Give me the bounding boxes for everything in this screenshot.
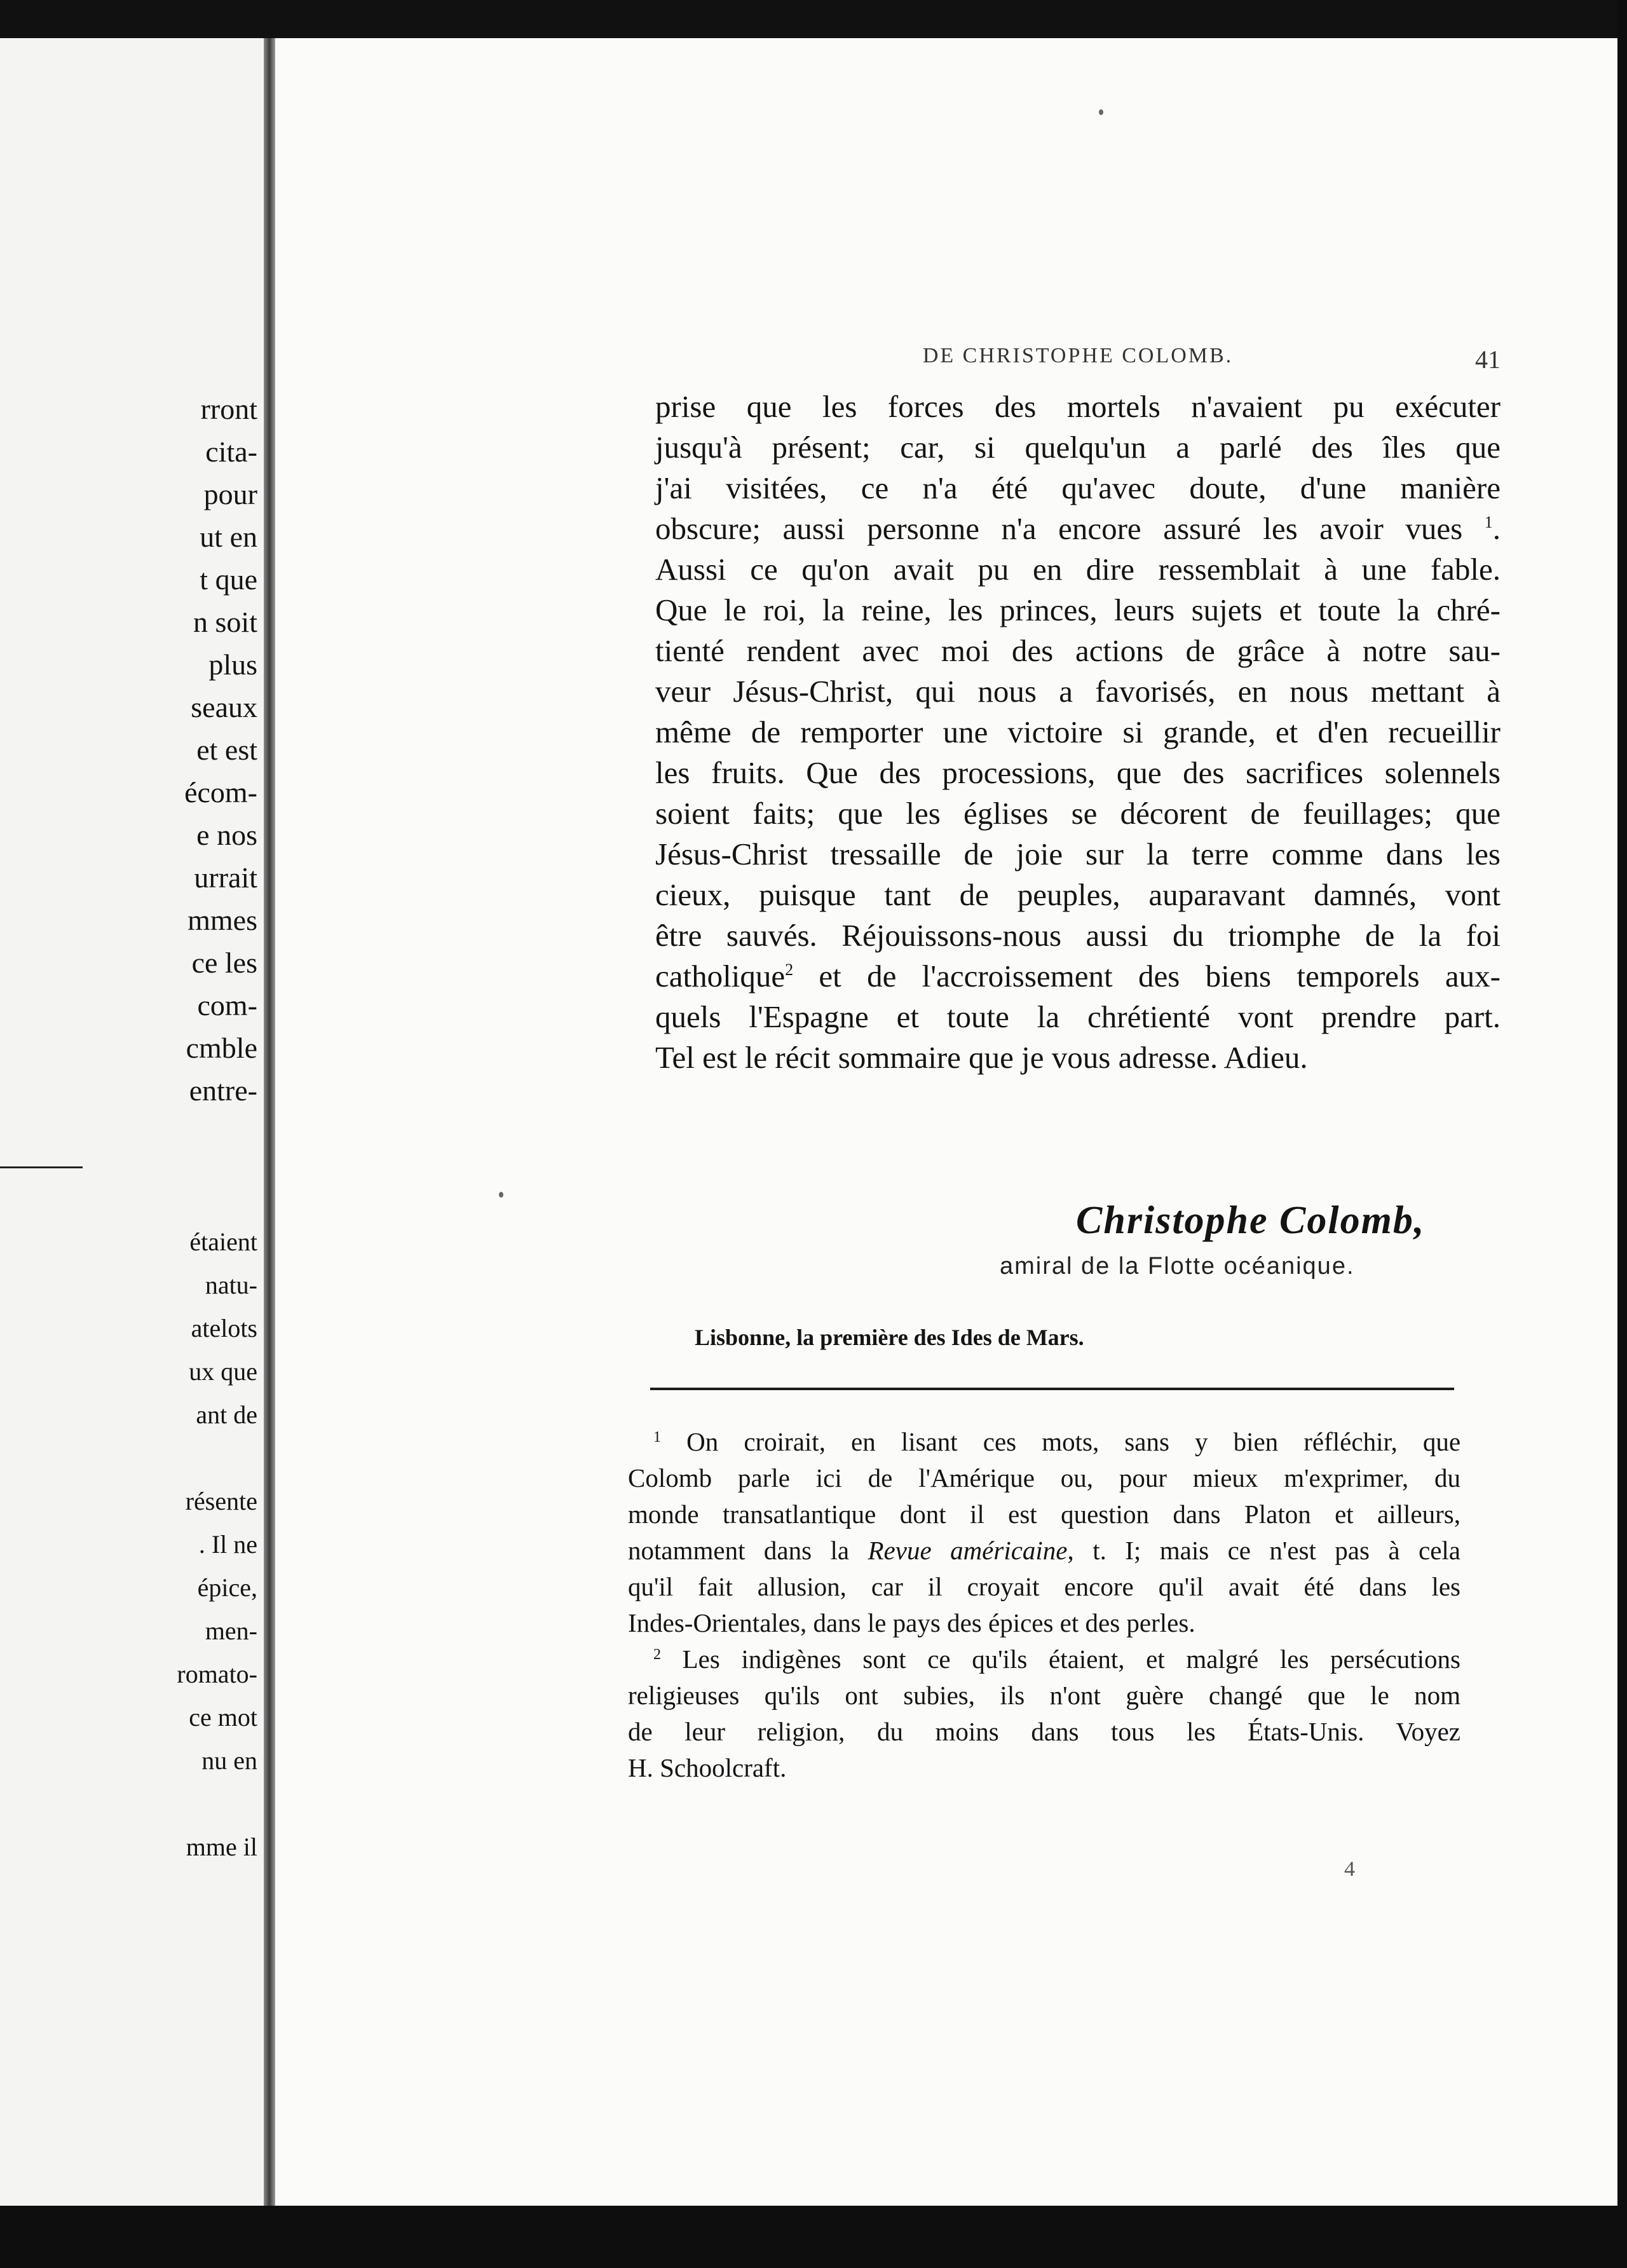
prev-line: cmble xyxy=(186,1032,257,1064)
place-date-line: Lisbonne, la première des Ides de Mars. xyxy=(695,1325,1084,1350)
footnote-line xyxy=(628,1533,1460,1569)
text-fragment: notamment dans la xyxy=(628,1536,868,1565)
prev-line: cita- xyxy=(205,435,257,468)
footnote-line: H. Schoolcraft. xyxy=(628,1753,787,1782)
text-line: tienté rendent avec moi des actions de grâce à notre sau- xyxy=(655,633,1501,668)
prev-note-line xyxy=(0,1782,257,1826)
previous-page-text xyxy=(0,388,257,1112)
text-line: cieux, puisque tant de peuples, auparavant damnés, vont xyxy=(655,877,1501,912)
prev-note-line: men- xyxy=(205,1616,257,1645)
footnote-number-2: 2 xyxy=(653,1646,661,1663)
text-line: quels l'Espagne et toute la chrétienté vont prendre part. xyxy=(655,999,1501,1034)
prev-note-line: ux que xyxy=(189,1357,257,1386)
prev-line: entre- xyxy=(189,1074,257,1107)
prev-note-line: natu- xyxy=(205,1271,257,1299)
previous-page-footnotes xyxy=(0,1220,257,1869)
signature-name: Christophe Colomb, xyxy=(1076,1199,1426,1242)
text-line: les fruits. Que des processions, que des sacrifices solennels xyxy=(655,755,1501,790)
footnote-line: religieuses qu'ils ont subies, ils n'ont guère changé que le nom xyxy=(628,1681,1460,1710)
prev-line: ce les xyxy=(191,946,257,979)
scan-border-bottom xyxy=(0,2206,1627,2268)
text-fragment: et de l'accroissement des biens temporels aux- xyxy=(793,959,1501,994)
signature-mark: 4 xyxy=(1344,1857,1355,1881)
signature-block xyxy=(962,1195,1426,1284)
text-line: prise que les forces des mortels n'avaient pu exécuter xyxy=(655,389,1501,424)
text-line: même de remporter une victoire si grande, et d'en recueillir xyxy=(655,714,1501,749)
footnote-number-1: 1 xyxy=(653,1429,661,1445)
footnote-line: Indes-Orientales, dans le pays des épices et des perles. xyxy=(628,1608,1195,1637)
prev-note-line: épice, xyxy=(197,1573,257,1602)
prev-note-line: résente xyxy=(185,1487,257,1515)
prev-line: urrait xyxy=(194,861,257,894)
running-head-title: DE CHRISTOPHE COLOMB. xyxy=(922,344,1234,367)
book-gutter xyxy=(264,38,275,2206)
prev-note-line: romato- xyxy=(177,1660,257,1688)
signature-title: amiral de la Flotte océanique. xyxy=(1000,1253,1355,1280)
prev-note-line: ant de xyxy=(196,1400,257,1429)
footnote-line: qu'il fait allusion, car il croyait encore qu'il avait été dans les xyxy=(628,1572,1460,1601)
prev-line: mmes xyxy=(187,904,257,936)
text-line: Que le roi, la reine, les princes, leurs sujets et toute la chré- xyxy=(655,592,1501,627)
footnote-rule xyxy=(650,1388,1454,1390)
text-line: jusqu'à présent; car, si quelqu'un a parlé des îles que xyxy=(655,430,1501,465)
ink-speck xyxy=(1099,109,1103,115)
prev-note-line: mme il xyxy=(186,1833,257,1861)
footnotes xyxy=(628,1424,1460,1786)
journal-title: Revue américaine xyxy=(868,1536,1068,1565)
prev-note-line: . Il ne xyxy=(198,1530,257,1559)
text-fragment: On croirait, en lisant ces mots, sans y bien réfléchir, que xyxy=(686,1427,1461,1456)
prev-line: n soit xyxy=(193,606,257,638)
footnote-line: monde transatlantique dont il est question dans Platon et ailleurs, xyxy=(628,1499,1460,1529)
text-line: Tel est le récit sommaire que je vous adresse. Adieu. xyxy=(655,1040,1308,1075)
prev-line: écom- xyxy=(184,776,257,809)
body-text xyxy=(655,386,1501,1078)
scan-border-right xyxy=(1617,0,1627,2268)
prev-line: com- xyxy=(197,989,257,1021)
footnote-marker-1: 1 xyxy=(1484,513,1493,531)
prev-line: plus xyxy=(208,648,257,681)
page xyxy=(275,38,1617,2206)
text-line xyxy=(655,956,1501,997)
text-line: j'ai visitées, ce n'a été qu'avec doute, d'une manière xyxy=(655,470,1501,505)
prev-line: t que xyxy=(200,563,257,596)
prev-line: pour xyxy=(203,478,257,510)
text-line: veur Jésus-Christ, qui nous a favorisés, en nous mettant à xyxy=(655,674,1501,709)
text-line: soient faits; que les églises se décorent de feuillages; que xyxy=(655,796,1501,831)
scan-border-top xyxy=(0,0,1627,38)
prev-line: e nos xyxy=(196,819,257,851)
prev-line: et est xyxy=(196,734,257,766)
page-number: 41 xyxy=(1475,345,1501,374)
footnote-marker-2: 2 xyxy=(785,960,794,979)
prev-note-line: étaient xyxy=(189,1227,257,1256)
prev-note-line: ce mot xyxy=(189,1703,257,1732)
running-head xyxy=(655,337,1501,375)
footnote-line: de leur religion, du moins dans tous les États-Unis. Voyez xyxy=(628,1717,1460,1746)
text-line: être sauvés. Réjouissons-nous aussi du triomphe de la foi xyxy=(655,918,1501,953)
prev-note-line: nu en xyxy=(201,1746,257,1775)
prev-line: ut en xyxy=(200,521,257,553)
prev-line: seaux xyxy=(191,691,257,723)
text-fragment: . xyxy=(1492,511,1501,546)
footnote-line xyxy=(628,1641,1460,1677)
previous-page-footnote-rule xyxy=(0,1166,83,1168)
ink-speck xyxy=(499,1192,503,1198)
prev-note-line xyxy=(0,1437,257,1480)
footnote-line: Colomb parle ici de l'Amérique ou, pour mieux m'exprimer, du xyxy=(628,1463,1460,1493)
text-fragment: , t. I; mais ce n'est pas à cela xyxy=(1067,1536,1460,1565)
prev-note-line: atelots xyxy=(191,1314,257,1342)
text-line xyxy=(655,509,1501,549)
text-line: Jésus-Christ tressaille de joie sur la terre comme dans les xyxy=(655,837,1501,871)
text-fragment: catholique xyxy=(655,959,786,994)
text-line: Aussi ce qu'on avait pu en dire ressemblait à une fable. xyxy=(655,552,1501,587)
text-fragment: Les indigènes sont ce qu'ils étaient, et malgré les persécutions xyxy=(682,1644,1460,1674)
footnote-line xyxy=(628,1424,1460,1460)
text-fragment: obscure; aussi personne n'a encore assuré les avoir vues xyxy=(655,511,1463,546)
prev-line: rront xyxy=(200,393,257,425)
previous-page xyxy=(0,38,264,2206)
